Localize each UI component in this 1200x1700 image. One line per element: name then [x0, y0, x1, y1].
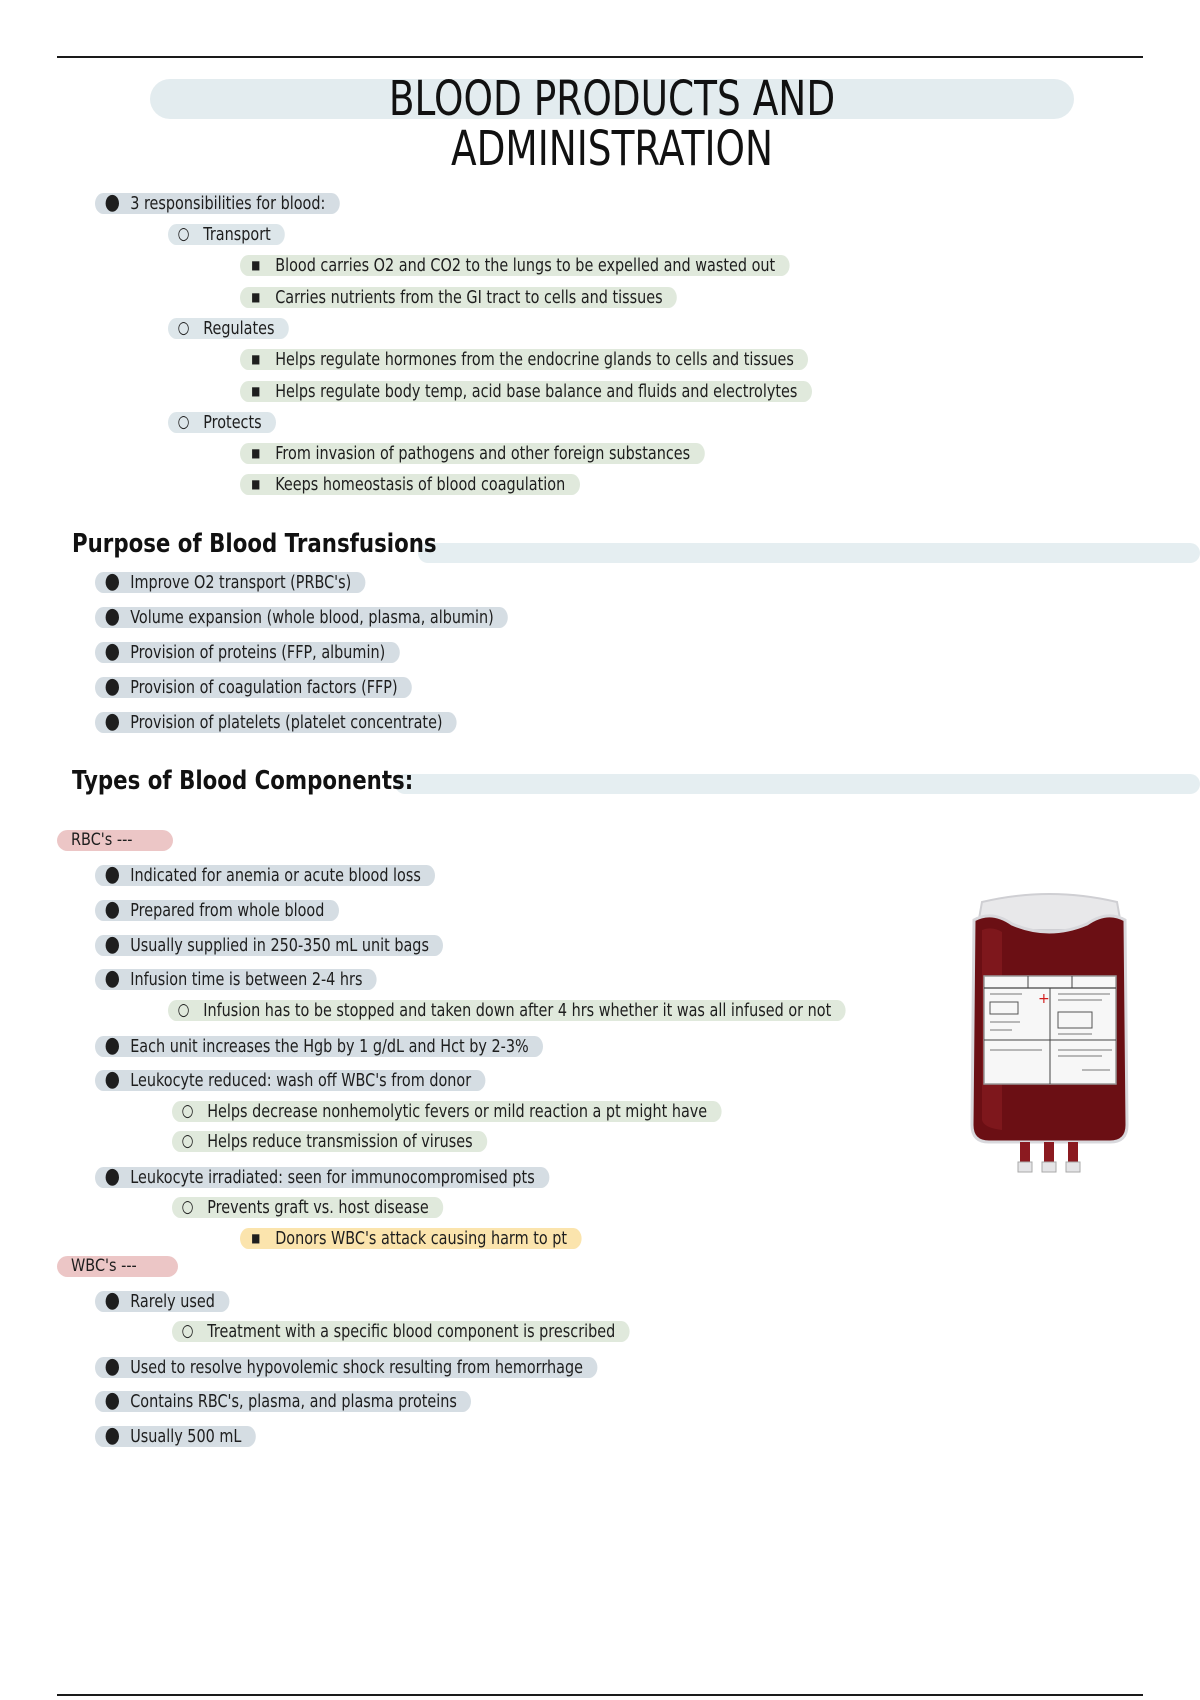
bullet-square-icon: ■: [251, 383, 261, 398]
list-item: [95, 709, 547, 735]
title-block: [150, 71, 1074, 177]
bullet-square-icon: ■: [251, 445, 261, 460]
list-item-text: Infusion has to be stopped and taken down after 4 hrs whether it was all infused or not: [203, 999, 832, 1021]
list-item: [95, 1067, 583, 1093]
list-item-text: Treatment with a specific blood component is prescribed: [207, 1320, 616, 1342]
heading-highlight: [395, 774, 1200, 794]
list-item: [240, 1225, 667, 1251]
wbc-tag: [57, 1256, 178, 1277]
list-item: [95, 569, 433, 595]
section-heading-text: Types of Blood Components:: [72, 766, 414, 796]
group-label-protects: Protects: [203, 411, 262, 433]
bullet-disc-icon: ●: [104, 1287, 120, 1313]
bullet-circle-icon: ○: [177, 999, 190, 1020]
bullet-disc-icon: ●: [104, 965, 120, 991]
rbc-tag-label: RBC's ---: [71, 830, 133, 850]
list-item: [95, 1033, 655, 1059]
list-item: [95, 966, 447, 992]
group-label-transport: Transport: [203, 223, 271, 245]
list-item-text: Leukocyte reduced: wash off WBC's from donor: [130, 1069, 472, 1091]
bullet-disc-icon: ●: [104, 1353, 120, 1379]
list-item-text: Volume expansion (whole blood, plasma, albumin): [130, 606, 494, 628]
list-item-text: Helps regulate body temp, acid base balance and fluids and electrolytes: [275, 380, 798, 402]
list-item-text: Helps decrease nonhemolytic fevers or mild reaction a pt might have: [207, 1100, 708, 1122]
list-item-text: Contains RBC's, plasma, and plasma proteins: [130, 1390, 457, 1412]
list-item-text: Rarely used: [130, 1290, 215, 1312]
intro-heading-line: [95, 190, 401, 216]
bullet-circle-icon: ○: [181, 1320, 194, 1341]
list-item: [95, 639, 476, 665]
bullet-disc-icon: ●: [104, 1387, 120, 1413]
list-item: [95, 932, 530, 958]
group-label-regulates: Regulates: [203, 317, 275, 339]
bullet-circle-icon: ○: [177, 223, 190, 244]
bullet-square-icon: ■: [251, 351, 261, 366]
bullet-disc-icon: ●: [104, 673, 120, 699]
bullet-disc-icon: ●: [104, 1066, 120, 1092]
list-item-text: Leukocyte irradiated: seen for immunocompromised pts: [130, 1166, 535, 1188]
rbc-tag: [57, 830, 173, 851]
list-item: [95, 1164, 663, 1190]
bullet-disc-icon: ●: [104, 708, 120, 734]
bullet-square-icon: ■: [251, 1230, 261, 1245]
bullet-circle-icon: ○: [177, 411, 190, 432]
bullet-circle-icon: ○: [181, 1130, 194, 1151]
list-item-text: Infusion time is between 2-4 hrs: [130, 968, 363, 990]
list-item-text: Usually 500 mL: [130, 1425, 242, 1447]
list-item-text: Usually supplied in 250-350 mL unit bags: [130, 934, 429, 956]
list-item: [95, 1423, 296, 1449]
list-item: [172, 1128, 566, 1154]
list-item-text: Each unit increases the Hgb by 1 g/dL and Hct by 2-3%: [130, 1035, 529, 1057]
bullet-disc-icon: ●: [104, 603, 120, 629]
intro-heading: 3 responsibilities for blood:: [130, 192, 326, 214]
list-item: [172, 1318, 744, 1344]
list-item-text: Keeps homeostasis of blood coagulation: [275, 473, 566, 495]
blood-bag-illustration: [962, 890, 1137, 1175]
list-item-text: Prevents graft vs. host disease: [207, 1196, 429, 1218]
bullet-square-icon: ■: [251, 257, 261, 272]
list-item: [168, 221, 314, 247]
wbc-tag-label: WBC's ---: [71, 1256, 137, 1276]
bullet-circle-icon: ○: [181, 1196, 194, 1217]
list-item: [95, 897, 400, 923]
list-item-text: Provision of coagulation factors (FFP): [130, 676, 398, 698]
bullet-disc-icon: ●: [104, 896, 120, 922]
list-item: [95, 862, 520, 888]
section-heading-purpose: [72, 527, 517, 561]
top-rule: [57, 56, 1143, 58]
section-heading-text: Purpose of Blood Transfusions: [72, 529, 437, 559]
list-item-text: Helps regulate hormones from the endocrine glands to cells and tissues: [275, 348, 794, 370]
list-item: [168, 409, 303, 435]
list-item: [95, 1354, 723, 1380]
list-item-text: Used to resolve hypovolemic shock resulting from hemorrhage: [130, 1356, 583, 1378]
bullet-disc-icon: ●: [104, 1422, 120, 1448]
list-item: [95, 1288, 263, 1314]
list-item-text: Donors WBC's attack causing harm to pt: [275, 1227, 568, 1249]
section-heading-types: [72, 764, 488, 798]
list-item-text: Blood carries O2 and CO2 to the lungs to be expelled and wasted out: [275, 254, 776, 276]
bottom-rule: [57, 1694, 1143, 1696]
bullet-disc-icon: ●: [104, 861, 120, 887]
list-item: [95, 674, 491, 700]
list-item-text: Provision of platelets (platelet concentrate): [130, 711, 443, 733]
list-item: [172, 1098, 859, 1124]
list-item: [240, 252, 927, 278]
list-item: [240, 471, 665, 497]
list-item: [95, 1388, 565, 1414]
bag-ports: [1018, 1142, 1080, 1172]
bullet-disc-icon: ●: [104, 189, 120, 215]
bullet-disc-icon: ●: [104, 638, 120, 664]
bullet-circle-icon: ○: [177, 317, 190, 338]
list-item-text: Carries nutrients from the GI tract to cells and tissues: [275, 286, 663, 308]
red-cross-icon: +: [1038, 991, 1050, 1007]
list-item: [240, 440, 821, 466]
bullet-disc-icon: ●: [104, 1032, 120, 1058]
bullet-disc-icon: ●: [104, 931, 120, 957]
heading-highlight: [418, 543, 1200, 563]
list-item: [168, 997, 1015, 1023]
list-item-text: Prepared from whole blood: [130, 899, 325, 921]
list-item-text: Helps reduce transmission of viruses: [207, 1130, 473, 1152]
list-item: [95, 604, 611, 630]
bullet-disc-icon: ●: [104, 1163, 120, 1189]
list-item: [240, 378, 955, 404]
bullet-circle-icon: ○: [181, 1100, 194, 1121]
bullet-square-icon: ■: [251, 289, 261, 304]
bullet-disc-icon: ●: [104, 568, 120, 594]
list-item-text: Indicated for anemia or acute blood loss: [130, 864, 421, 886]
list-item: [240, 284, 786, 310]
list-item: [240, 346, 950, 372]
list-item: [168, 315, 319, 341]
bullet-square-icon: ■: [251, 476, 261, 491]
list-item-text: Improve O2 transport (PRBC's): [130, 571, 352, 593]
list-item-text: Provision of proteins (FFP, albumin): [130, 641, 386, 663]
list-item-text: From invasion of pathogens and other foreign substances: [275, 442, 691, 464]
page-title: BLOOD PRODUCTS AND ADMINISTRATION: [388, 71, 836, 177]
list-item: [172, 1194, 511, 1220]
